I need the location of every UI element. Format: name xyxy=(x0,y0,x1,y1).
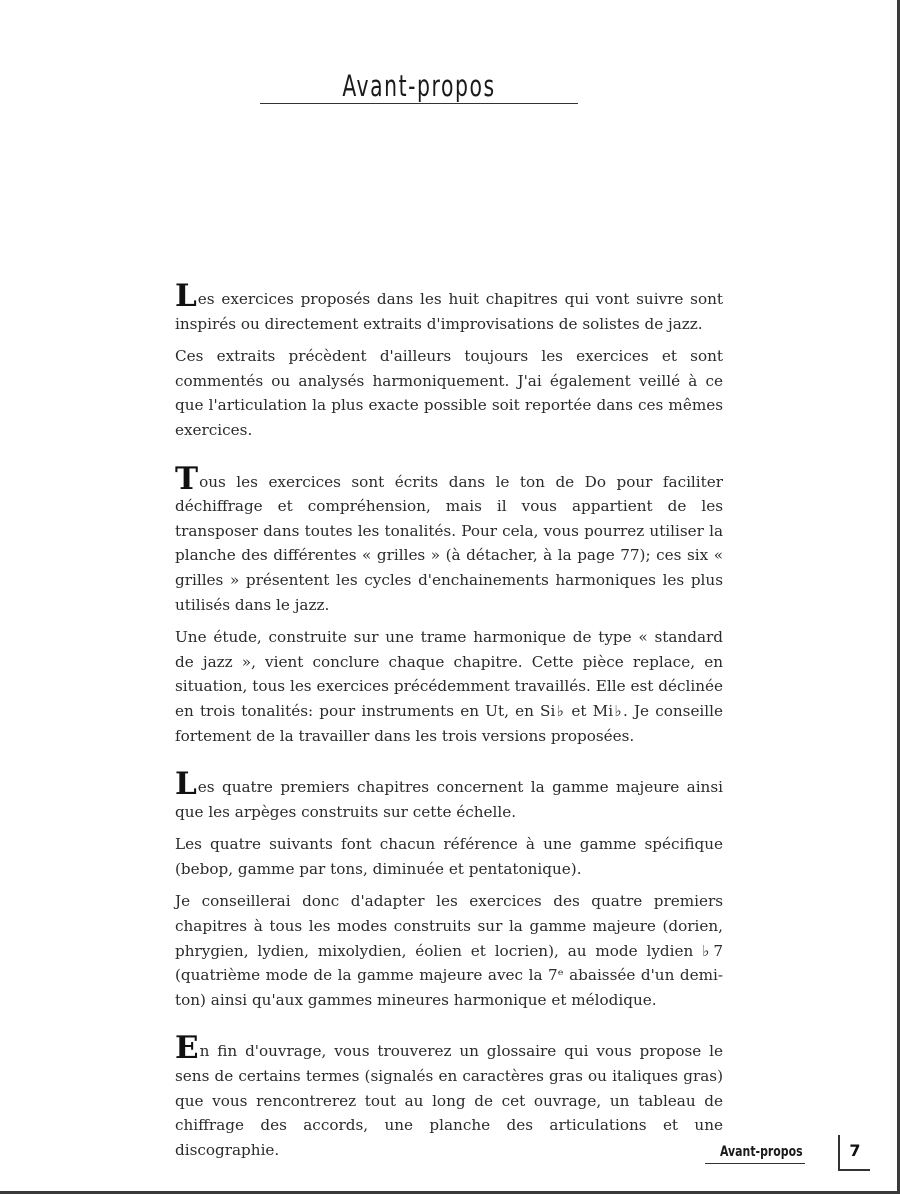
body-text xyxy=(175,278,723,1186)
paragraph: En fin d'ouvrage, vous trouverez un glossaire qui vous propose le sens de certains termes (signalés en caractères gras ou italiques gras) que vous rencontrerez tout au long de cet ouvrage, un tableau de chiffrage des accords, une planche des articulations et une discographie. xyxy=(175,1030,723,1159)
drop-cap: T xyxy=(175,460,199,497)
page-title: Avant-propos xyxy=(295,69,543,103)
drop-cap: E xyxy=(175,1030,199,1067)
section-tonalities xyxy=(175,460,723,749)
drop-cap: L xyxy=(175,766,197,803)
page-header xyxy=(260,64,578,106)
paragraph: Les quatre premiers chapitres concernent la gamme majeure ainsi que les arpèges construits sur cette échelle. xyxy=(175,766,723,821)
paragraph: Ces extraits précèdent d'ailleurs toujours les exercices et sont commentés ou analysés harmoniquement. J'ai également veillé à ce que l'articulation la plus exacte possible soit reportée dans ces mêmes exercices. xyxy=(175,347,723,439)
title-rule xyxy=(260,103,578,104)
paragraph: Les exercices proposés dans les huit chapitres qui vont suivre sont inspirés ou directement extraits d'improvisations de solistes de jazz. xyxy=(175,278,723,333)
page-number: 7 xyxy=(849,1141,861,1160)
running-footer: Avant-propos xyxy=(720,1144,803,1160)
paragraph: Les quatre suivants font chacun référence à une gamme spécifique (bebop, gamme par tons, diminuée et pentatonique). xyxy=(175,835,723,878)
section-chapters xyxy=(175,766,723,1012)
section-appendix xyxy=(175,1030,723,1162)
drop-cap: L xyxy=(175,278,197,314)
section-intro xyxy=(175,278,723,443)
paragraph: Tous les exercices sont écrits dans le ton de Do pour faciliter déchiffrage et compréhension, mais il vous appartient de les transposer dans toutes les tonalités. Pour cela, vous pourrez utiliser la planche des différentes « grilles » (à détacher, à la page 77); ces six « grilles » présentent les cycles d'enchainements harmoniques les plus utilisés dans le jazz. xyxy=(175,460,723,614)
page-number-box xyxy=(838,1135,870,1171)
paragraph: Je conseillerai donc d'adapter les exercices des quatre premiers chapitres à tous les modes construits sur la gamme majeure (dorien, phrygien, lydien, mixolydien, éolien et locrien), au mode lydien ♭7 (quatrième mode de la gamme majeure avec la 7ᵉ abaissée d'un demi-ton) ainsi qu'aux gammes mineures harmonique et mélodique. xyxy=(175,892,723,1009)
paragraph: Une étude, construite sur une trame harmonique de type « standard de jazz », vient conclure chaque chapitre. Cette pièce replace, en situation, tous les exercices précédemment travaillés. Elle est déclinée en trois tonalités: pour instruments en Ut, en Si♭ et Mi♭. Je conseille fortement de la travailler dans les trois versions proposées. xyxy=(175,628,723,745)
